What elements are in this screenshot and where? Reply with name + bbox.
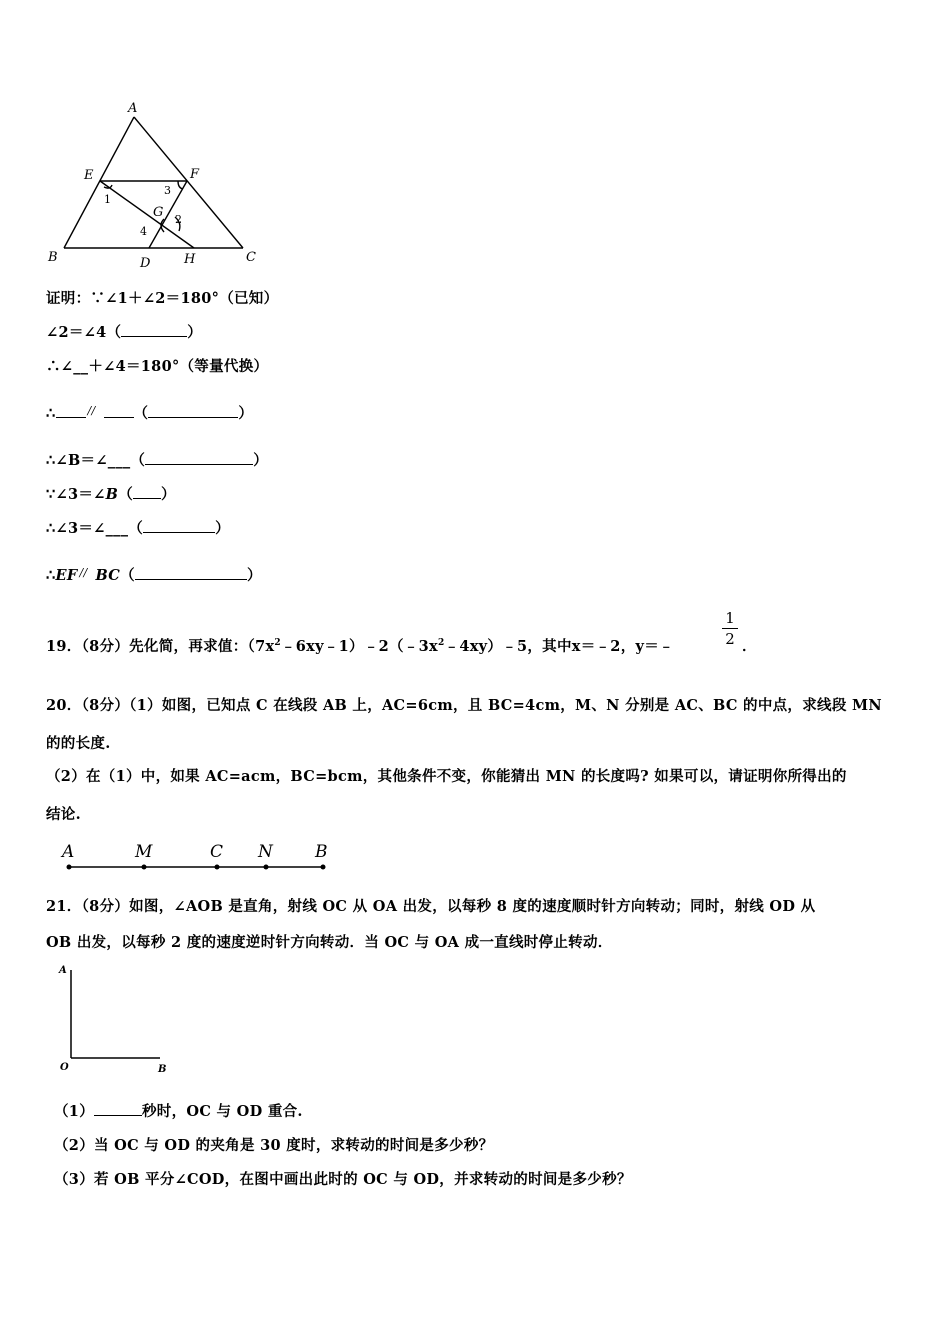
label-point-M: M xyxy=(135,842,153,862)
proof-line-6-text: ∵∠3＝∠ xyxy=(46,486,106,503)
label-fig-A: A xyxy=(59,965,67,976)
q19-sup-1: 2 xyxy=(274,638,281,648)
proof-line-2 xyxy=(46,321,202,342)
proof-line-7 xyxy=(46,517,230,538)
q20-line-1: 20．（8分）（1）如图，已知点 C 在线段 AB 上，AC=6cm，且 BC=4cm，M、N 分别是 AC、BC 的中点，求线段 MN xyxy=(46,697,882,714)
proof-line-5-close: ） xyxy=(253,452,269,469)
q19-sup-2: 2 xyxy=(437,638,445,648)
q21-sub-1-post: 秒时，OC 与 OD 重合. xyxy=(142,1103,303,1120)
label-E: E xyxy=(84,168,94,183)
segment-AB xyxy=(64,117,134,248)
proof-line-1: 证明：∵∠1＋∠2＝180°（已知） xyxy=(46,290,279,307)
point-M xyxy=(142,865,147,870)
q19-frac-den: 2 xyxy=(725,630,735,648)
point-A xyxy=(67,865,72,870)
point-N xyxy=(264,865,269,870)
proof-line-6-B: B xyxy=(105,486,119,503)
label-4: 4 xyxy=(140,225,147,238)
q19-fraction xyxy=(722,608,738,649)
proof-line-8-open: （ xyxy=(120,567,135,584)
label-point-B: B xyxy=(315,842,328,862)
segment-AC xyxy=(134,117,243,248)
segment-figure xyxy=(55,838,345,874)
proof-line-4-pre: ∴ xyxy=(46,405,56,422)
q19-part-a: 19．（8分）先化简，再求值：（7x xyxy=(46,638,275,655)
q20-line-4: 结论. xyxy=(46,806,81,823)
proof-line-8: ∴EF // BC（ ） xyxy=(46,566,262,584)
proof-line-4-close: ） xyxy=(238,405,254,422)
q21-line-1: 21．（8分）如图，∠AOB 是直角，射线 OC 从 OA 出发，以每秒 8 度的速度顺时针方向转动；同时，射线 OD 从 xyxy=(46,898,816,915)
q20-line-3: （2）在（1）中，如果 AC=acm，BC=bcm，其他条件不变，你能猜出 MN 的长度吗? 如果可以，请证明你所得出的 xyxy=(46,768,847,785)
q19-frac-num: 1 xyxy=(725,609,735,627)
q19-end: ． xyxy=(742,638,757,655)
proof-line-6-close: ） xyxy=(161,486,176,503)
proof-line-6 xyxy=(46,483,176,504)
label-A: A xyxy=(128,101,138,116)
proof-line-2-text: ∠2＝∠4（ xyxy=(46,324,122,341)
q21-sub-2: （2）当 OC 与 OD 的夹角是 30 度时，求转动的时间是多少秒？ xyxy=(54,1137,494,1154)
proof-line-5-text: ∴∠B＝∠___（ xyxy=(46,452,146,469)
blank-line-a[interactable] xyxy=(56,405,86,418)
q19-text xyxy=(46,635,674,656)
blank-reason-1[interactable] xyxy=(121,324,187,337)
q21-sub-1 xyxy=(54,1100,303,1121)
point-C xyxy=(215,865,220,870)
blank-reason-5[interactable] xyxy=(143,520,215,533)
q21-line-2: OB 出发，以每秒 2 度的速度逆时针方向转动．当 OC 与 OA 成一直线时停止转动． xyxy=(46,934,613,951)
blank-line-b[interactable] xyxy=(104,405,134,418)
label-B: B xyxy=(48,250,58,265)
q19-part-c: ﹣4xy）﹣5，其中x＝﹣2，y＝﹣ xyxy=(444,638,674,655)
label-point-N: N xyxy=(258,842,273,862)
angle-arc-3 xyxy=(178,181,183,189)
proof-line-8-BC: BC xyxy=(95,567,121,584)
proof-line-8-close: ） xyxy=(246,567,262,584)
label-1: 1 xyxy=(104,193,111,206)
label-F: F xyxy=(190,167,200,182)
proof-line-7-text: ∴∠3＝∠___（ xyxy=(46,520,144,537)
label-fig-O: O xyxy=(60,1062,69,1073)
proof-line-4-open: （ xyxy=(133,405,149,422)
point-B xyxy=(321,865,326,870)
proof-line-7-close: ） xyxy=(215,520,230,537)
proof-line-8-pre: ∴ xyxy=(46,567,56,584)
proof-line-4: ∴ // （ ） xyxy=(46,404,254,422)
blank-reason-2[interactable] xyxy=(148,405,238,418)
proof-line-5 xyxy=(46,449,268,470)
triangle-figure xyxy=(40,95,280,275)
q21-answer-blank[interactable] xyxy=(94,1103,142,1116)
blank-reason-6[interactable] xyxy=(135,567,247,580)
label-D: D xyxy=(140,256,151,271)
q21-sub-1-pre: （1） xyxy=(54,1103,94,1120)
blank-reason-4[interactable] xyxy=(133,486,161,499)
label-3: 3 xyxy=(164,184,171,197)
label-point-A: A xyxy=(62,842,75,862)
q20-line-2: 的的长度. xyxy=(46,735,111,752)
q21-sub-3: （3）若 OB 平分∠COD，在图中画出此时的 OC 与 OD，并求转动的时间是多少秒？ xyxy=(54,1171,632,1188)
label-2: 2 xyxy=(175,213,182,226)
label-fig-B: B xyxy=(158,1064,167,1075)
proof-line-8-EF: EF xyxy=(55,567,78,584)
label-point-C: C xyxy=(210,842,224,862)
blank-reason-3[interactable] xyxy=(145,452,253,465)
proof-line-3: ∴∠__＋∠4＝180°（等量代换） xyxy=(46,358,269,375)
label-G: G xyxy=(153,205,164,220)
q19-part-b: ﹣6xy﹣1）﹣2（﹣3x xyxy=(280,638,438,655)
proof-line-2-end: ） xyxy=(187,324,203,341)
proof-line-6-open: （ xyxy=(118,486,133,503)
label-C: C xyxy=(246,250,256,265)
right-angle-figure xyxy=(50,960,180,1080)
label-H: H xyxy=(184,252,196,267)
